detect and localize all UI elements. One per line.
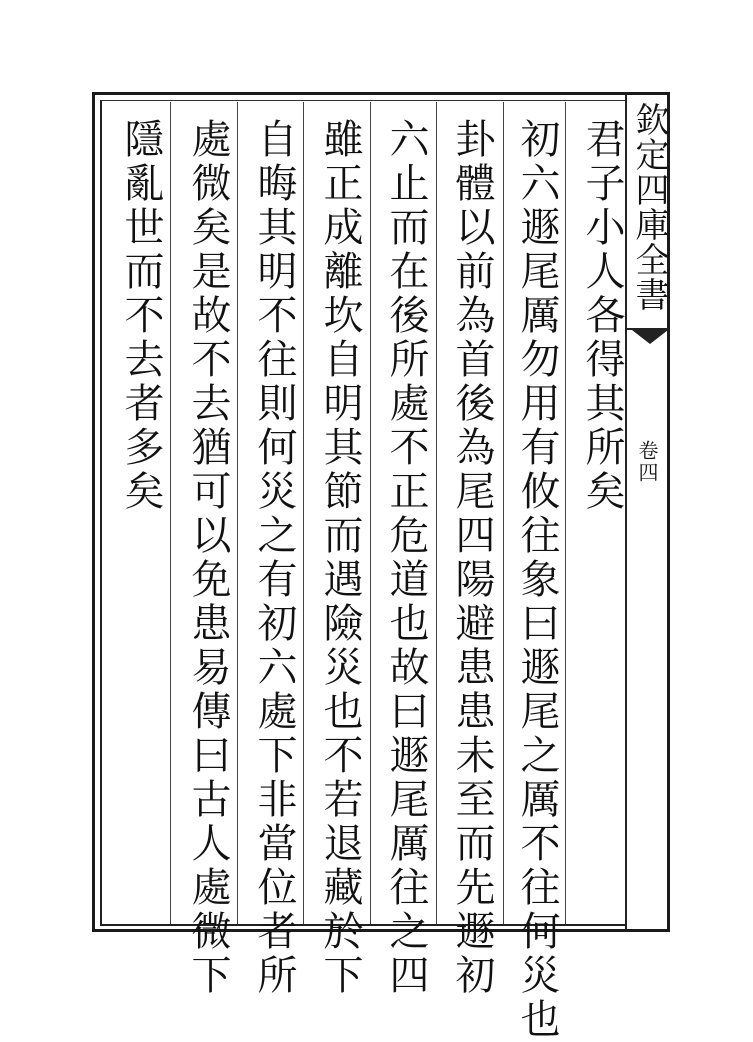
text-column-3: 卦體以前為首後為尾四陽避患患未至而先遯初 [449, 118, 495, 998]
fish-tail-mark [632, 330, 668, 344]
text-column-2: 初六遯尾厲勿用有攸往象曰遯尾之厲不往何災也 [514, 118, 560, 1042]
text-column-5: 雖正成離坎自明其節而遇險災也不若退藏於下 [317, 118, 363, 998]
text-column-1: 君子小人各得其所矣 [579, 118, 625, 514]
column-rule [370, 102, 371, 924]
text-column-8: 隱亂世而不去者多矣 [118, 118, 164, 514]
book-title: 欽定四庫全書 [629, 102, 669, 312]
column-rule [237, 102, 238, 924]
column-rule [503, 102, 504, 924]
column-rule [565, 102, 566, 924]
column-rule [436, 102, 437, 924]
text-column-4: 六止而在後所處不正危道也故曰遯尾厲往之四 [383, 118, 429, 998]
column-rule [303, 102, 304, 924]
juan-number: 卷四 [635, 440, 659, 484]
column-rule [170, 102, 171, 924]
text-column-7: 處微矣是故不去猶可以免患易傳曰古人處微下 [185, 118, 231, 998]
text-column-6: 自晦其明不往則何災之有初六處下非當位者所 [251, 118, 297, 998]
